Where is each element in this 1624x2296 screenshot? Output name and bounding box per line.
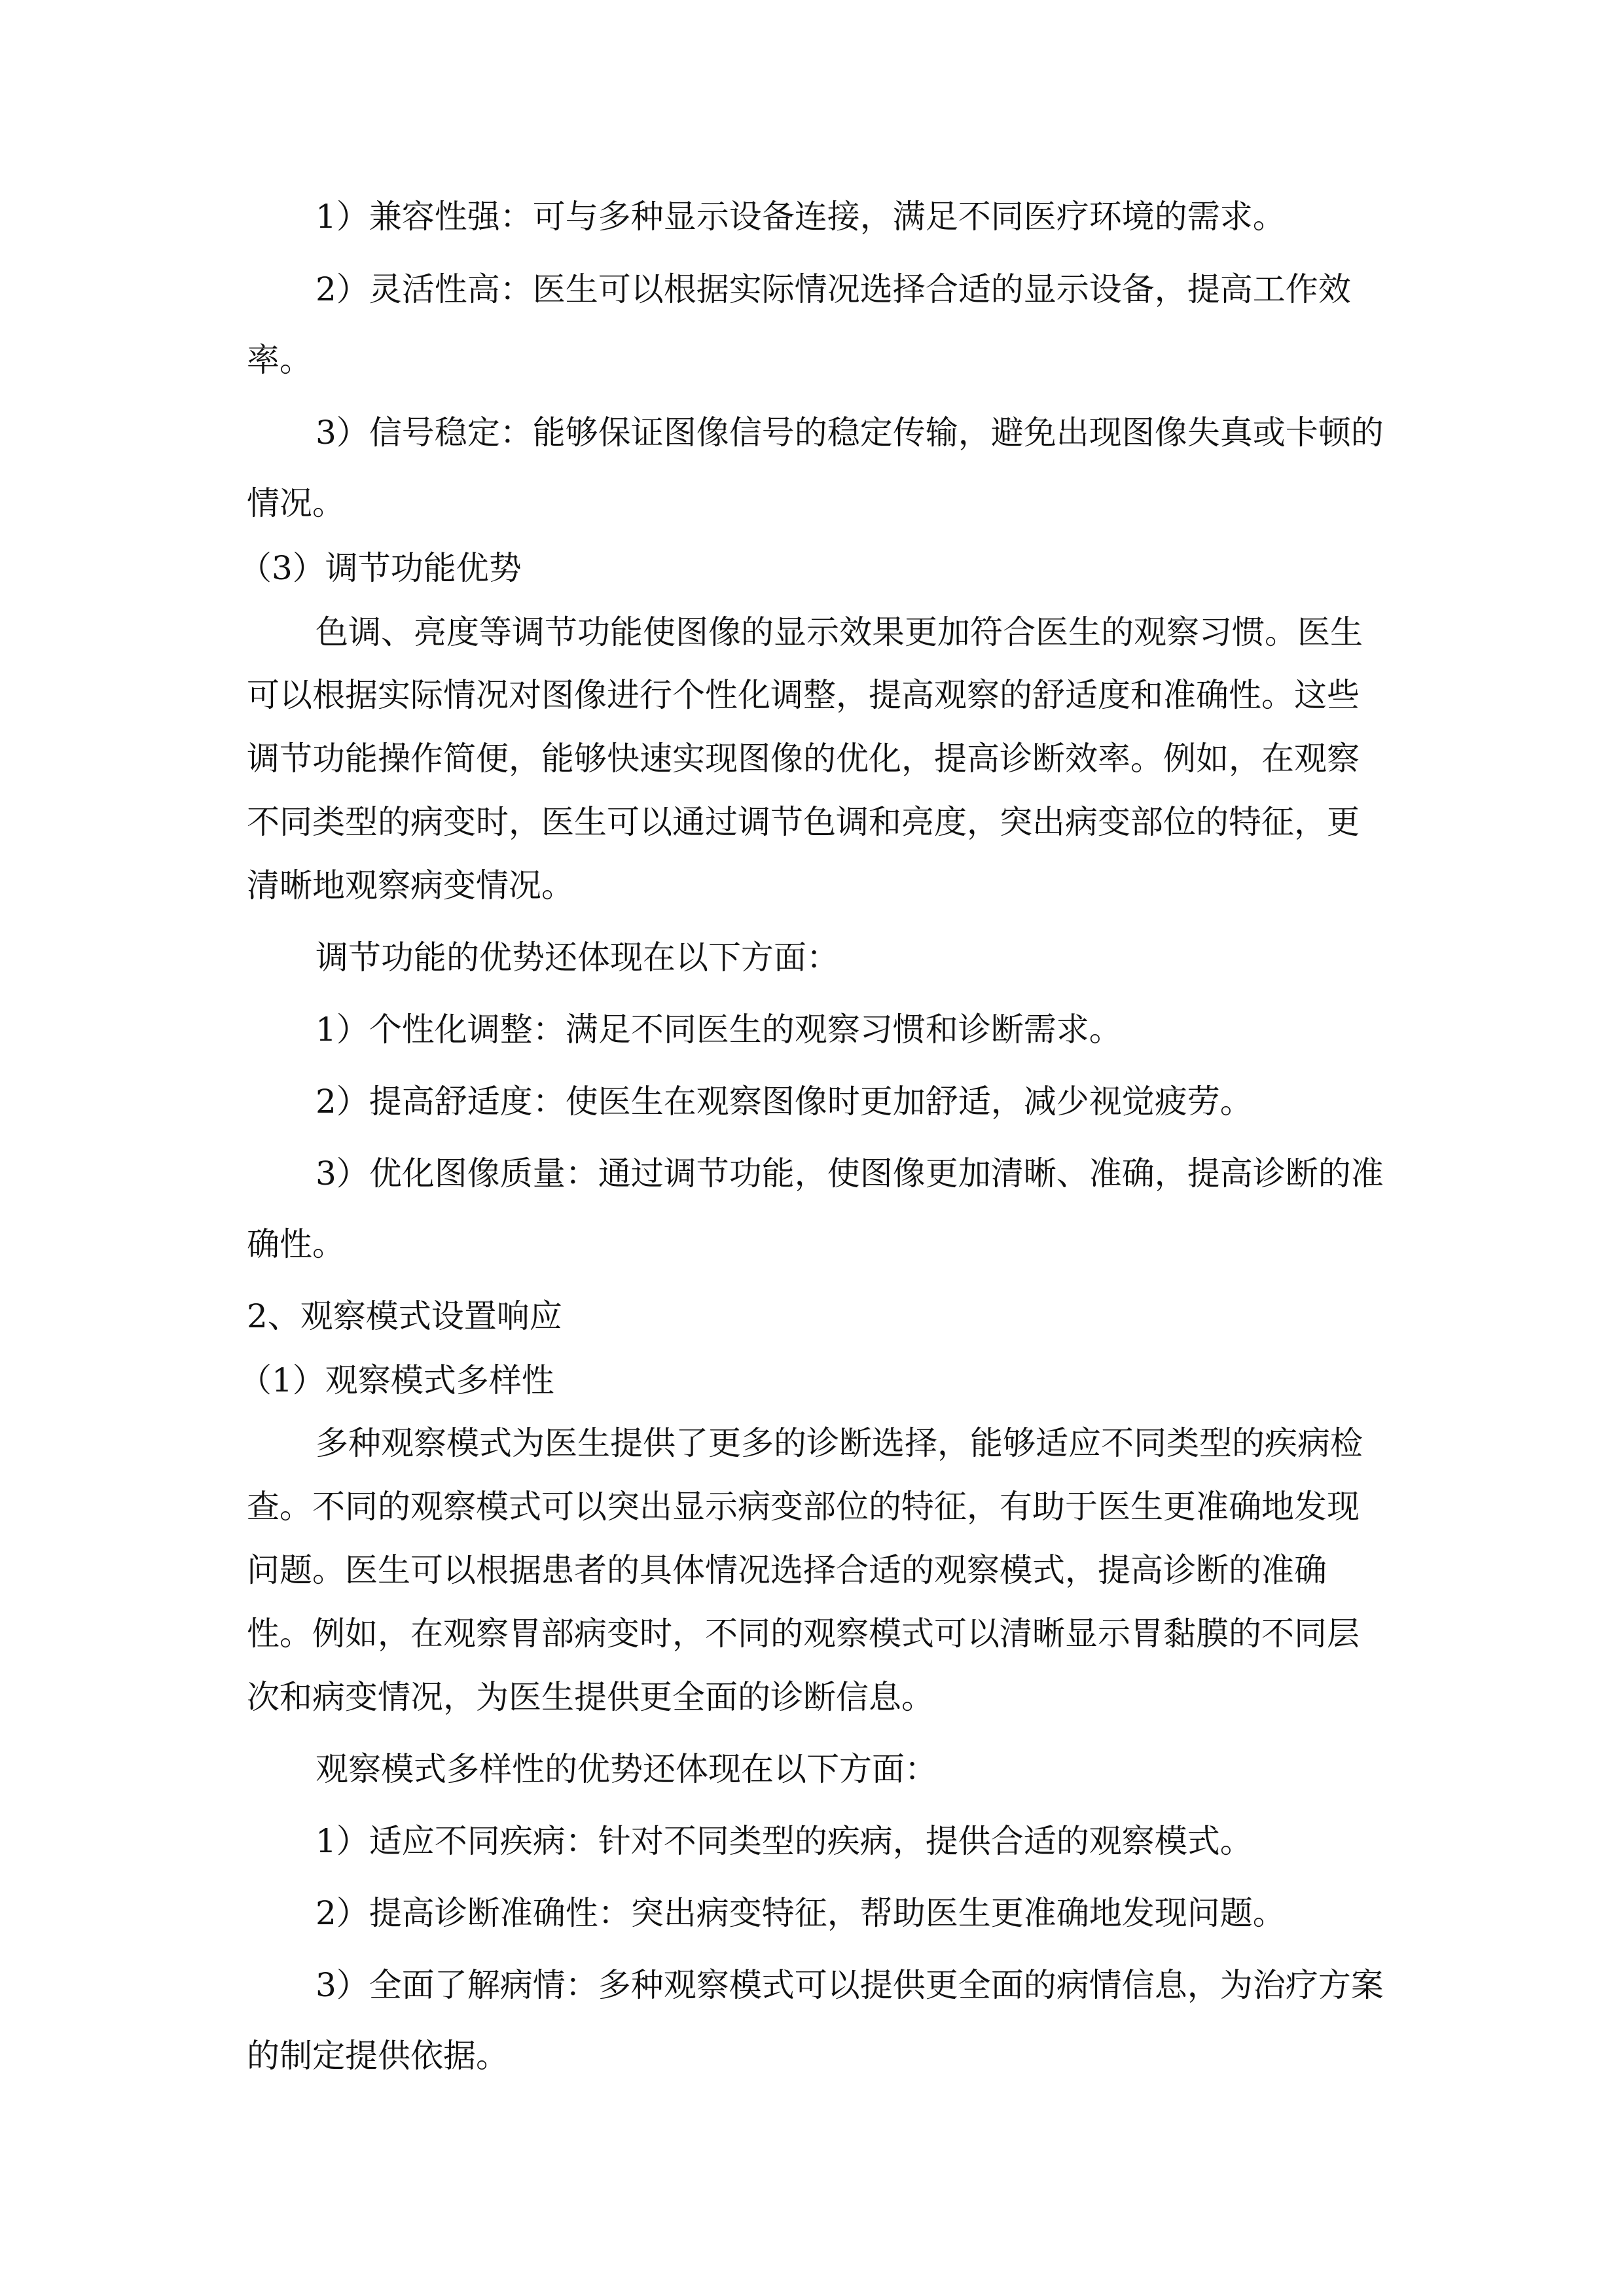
list-item-continuation: 确性。 [247,1225,345,1263]
list-item: 1）个性化调整：满足不同医生的观察习惯和诊断需求。 [316,1011,1122,1049]
list-item: 3）信号稳定：能够保证图像信号的稳定传输，避免出现图像失真或卡顿的 [316,414,1384,452]
paragraph-line: 不同类型的病变时，医生可以通过调节色调和亮度，突出病变部位的特征，更 [247,803,1360,841]
list-item: 3）全面了解病情：多种观察模式可以提供更全面的病情信息，为治疗方案 [316,1966,1384,2004]
paragraph-line: 多种观察模式为医生提供了更多的诊断选择，能够适应不同类型的疾病检 [316,1424,1363,1462]
list-item: 1）兼容性强：可与多种显示设备连接，满足不同医疗环境的需求。 [316,198,1286,236]
paragraph-line: 可以根据实际情况对图像进行个性化调整，提高观察的舒适度和准确性。这些 [247,676,1360,714]
paragraph-line: 性。例如，在观察胃部病变时，不同的观察模式可以清晰显示胃黏膜的不同层 [247,1615,1360,1653]
paragraph-line: 清晰地观察病变情况。 [247,867,574,905]
list-item-continuation: 的制定提供依据。 [247,2037,509,2075]
paragraph-line: 调节功能操作简便，能够快速实现图像的优化，提高诊断效率。例如，在观察 [247,740,1360,778]
paragraph-line: 次和病变情况，为医生提供更全面的诊断信息。 [247,1678,934,1716]
list-item: 2）提高诊断准确性：突出病变特征，帮助医生更准确地发现问题。 [316,1894,1286,1932]
list-item: 2）提高舒适度：使医生在观察图像时更加舒适，减少视觉疲劳。 [316,1083,1253,1121]
section-heading: （3）调节功能优势 [239,549,522,587]
paragraph-line: 问题。医生可以根据患者的具体情况选择合适的观察模式，提高诊断的准确 [247,1551,1327,1589]
chapter-heading: 2、观察模式设置响应 [247,1297,562,1335]
list-item-continuation: 率。 [247,341,312,379]
paragraph-intro: 调节功能的优势还体现在以下方面： [316,939,839,977]
section-heading: （1）观察模式多样性 [239,1361,554,1399]
list-item: 3）优化图像质量：通过调节功能，使图像更加清晰、准确，提高诊断的准 [316,1155,1384,1193]
paragraph-line: 色调、亮度等调节功能使图像的显示效果更加符合医生的观察习惯。医生 [316,613,1363,651]
list-item: 2）灵活性高：医生可以根据实际情况选择合适的显示设备，提高工作效 [316,270,1351,308]
paragraph-intro: 观察模式多样性的优势还体现在以下方面： [316,1750,937,1788]
paragraph-line: 查。不同的观察模式可以突出显示病变部位的特征，有助于医生更准确地发现 [247,1488,1360,1526]
list-item: 1）适应不同疾病：针对不同类型的疾病，提供合适的观察模式。 [316,1822,1253,1860]
list-item-continuation: 情况。 [247,484,345,522]
